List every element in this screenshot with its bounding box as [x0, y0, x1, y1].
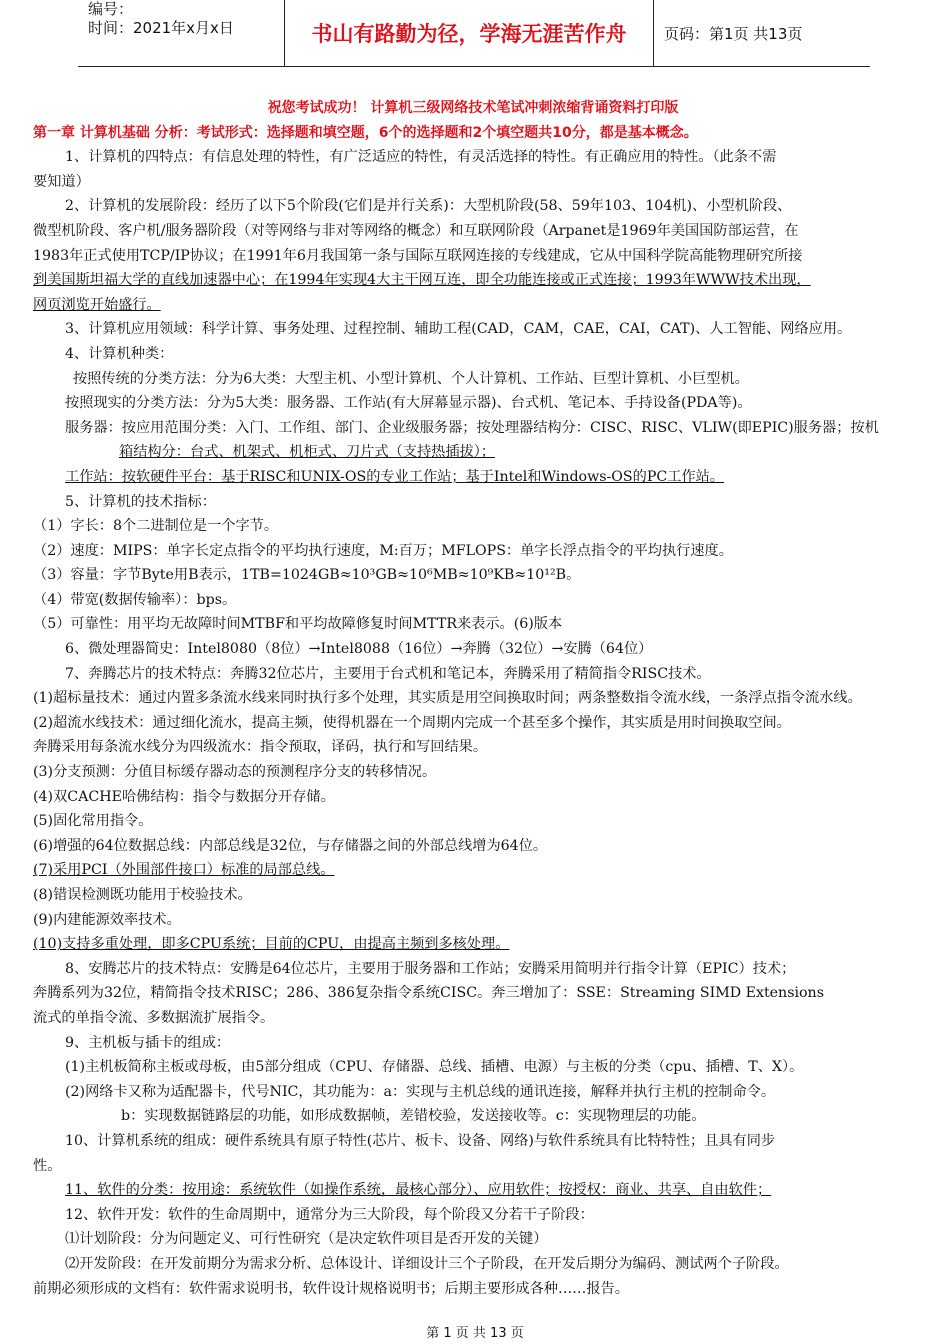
body-line: 3、计算机应用领域：科学计算、事务处理、过程控制、辅助工程(CAD，CAM，CAE，CAI，CAT)、人工智能、网络应用。	[65, 321, 852, 338]
body-lines	[33, 145, 913, 1301]
body-line: 10、计算机系统的组成：硬件系统具有原子特性(芯片、板卡、设备、网络)与软件系统具有比特特性；且具有同步	[65, 1132, 776, 1149]
body-line: 4、计算机种类：	[65, 345, 174, 362]
body-line: 6、微处理器简史：Intel8080（8位）→Intel8088（16位）→奔腾（32位）→安腾（64位）	[65, 641, 653, 658]
body-line: ⑴计划阶段：分为问题定义、可行性研究（是决定软件项目是否开发的关键）	[65, 1231, 548, 1248]
body-line: 到美国斯坦福大学的直线加速器中心；在1994年实现4大主干网互连，即全功能连接或正式连接；1993年WWW技术出现，	[33, 272, 811, 289]
body-line: (2)超流水线技术：通过细化流水，提高主频，使得机器在一个周期内完成一个甚至多个操作，其实质是用时间换取空间。	[33, 714, 791, 731]
body-line: （5）可靠性：用平均无故障时间MTBF和平均故障修复时间MTTR来表示。(6)版本	[33, 616, 563, 633]
body-line: 箱结构分：台式、机架式、机柜式、刀片式（支持热插拔）；	[119, 444, 495, 461]
document-header	[78, 0, 870, 67]
body-line: (6)增强的64位数据总线：内部总线是32位，与存储器之间的外部总线增为64位。	[33, 837, 548, 854]
body-line: (10)支持多重处理，即多CPU系统；目前的CPU，由提高主频到多核处理。	[33, 936, 510, 953]
body-line: 1、计算机的四特点：有信息处理的特性，有广泛适应的特性，有灵活选择的特性。有正确应用的特性。（此条不需	[65, 149, 777, 166]
body-line: 按照传统的分类方法：分为6大类：大型主机、小型计算机、个人计算机、工作站、巨型计算机、小巨型机。	[73, 370, 749, 387]
code-label: 编号：	[88, 0, 134, 18]
body-line: 1983年正式使用TCP/IP协议；在1991年6月我国第一条与国际互联网连接的专线建成，它从中国科学院高能物理研究所接	[33, 247, 803, 264]
body-line: 要知道）	[33, 173, 90, 190]
body-line: 9、主机板与插卡的组成：	[65, 1034, 231, 1051]
body-line: (9)内建能源效率技术。	[33, 911, 181, 928]
body-line: （3）容量：字节Byte用B表示，1TB=1024GB≈10³GB≈10⁶MB≈10⁹KB≈10¹²B。	[33, 567, 581, 584]
date-label: 时间：2021年x月x日	[88, 19, 234, 37]
document-title: 祝您考试成功！ 计算机三级网络技术笔试冲刺浓缩背诵资料打印版	[267, 100, 679, 116]
body-line: 服务器：按应用范围分类：入门、工作组、部门、企业级服务器；按处理器结构分：CISC、RISC、VLIW(即EPIC)服务器；按机	[65, 419, 879, 436]
document-body	[33, 96, 913, 1301]
body-line: (3)分支预测：分值目标缓存器动态的预测程序分支的转移情况。	[33, 764, 437, 781]
body-line: (1)超标量技术：通过内置多条流水线来同时执行多个处理，其实质是用空间换取时间；两条整数指令流水线，一条浮点指令流水线。	[33, 690, 862, 707]
header-meta	[78, 0, 285, 66]
body-line: 11、软件的分类：按用途：系统软件（如操作系统，最核心部分）、应用软件；按授权：商业、共享、自由软件；	[65, 1182, 772, 1199]
body-line: 8、安腾芯片的技术特点：安腾是64位芯片，主要用于服务器和工作站；安腾采用简明并行指令计算（EPIC）技术；	[65, 960, 796, 977]
body-line: 性。	[33, 1157, 62, 1174]
body-line: (1)主机板简称主板或母板，由5部分组成（CPU、存储器、总线、插槽、电源）与主板的分类（cpu、插槽、T、X）。	[65, 1059, 804, 1076]
body-line: 工作站：按软硬件平台：基于RISC和UNIX-OS的专业工作站；基于Intel和Windows-OS的PC工作站。	[65, 468, 724, 485]
body-line: 前期必须形成的文档有：软件需求说明书，软件设计规格说明书；后期主要形成各种……报告。	[33, 1280, 629, 1297]
body-line: ⑵开发阶段：在开发前期分为需求分析、总体设计、详细设计三个子阶段，在开发后期分为编码、测试两个子阶段。	[65, 1255, 789, 1272]
header-page-info: 页码：第1页 共13页	[664, 24, 803, 43]
body-line: 按照现实的分类方法：分为5大类：服务器、工作站(有大屏幕显示器)、台式机、笔记本、手持设备(PDA等)。	[65, 395, 752, 412]
body-line: （4）带宽(数据传输率）：bps。	[33, 591, 237, 608]
body-line: 奔腾采用每条流水线分为四级流水：指令预取，译码，执行和写回结果。	[33, 739, 488, 756]
body-line: 奔腾系列为32位，精简指令技术RISC；286、386复杂指令系统CISC。奔三增加了：SSE：Streaming SIMD Extensions	[33, 985, 824, 1002]
body-line: 2、计算机的发展阶段：经历了以下5个阶段(它们是并行关系)：大型机阶段(58、59年103、104机)、小型机阶段、	[65, 198, 792, 215]
body-line: (2)网络卡又称为适配器卡，代号NIC，其功能为：a：实现与主机总线的通讯连接，解释并执行主机的控制命令。	[65, 1083, 776, 1100]
page-footer: 第 1 页 共 13 页	[426, 1326, 524, 1341]
body-line: 12、软件开发：软件的生命周期中，通常分为三大阶段，每个阶段又分若干子阶段：	[65, 1206, 594, 1223]
chapter-heading: 第一章 计算机基础 分析：考试形式：选择题和填空题，6个的选择题和2个填空题共10分，都是基本概念。	[33, 124, 698, 141]
body-line: 网页浏览开始盛行。	[33, 296, 161, 313]
body-line: （2）速度：MIPS：单字长定点指令的平均执行速度，M:百万；MFLOPS：单字长浮点指令的平均执行速度。	[33, 542, 733, 559]
body-line: (8)错误检测既功能用于校验技术。	[33, 887, 252, 903]
body-line: 7、奔腾芯片的技术特点：奔腾32位芯片，主要用于台式机和笔记本，奔腾采用了精简指令RISC技术。	[65, 665, 711, 682]
body-line: 微型机阶段、客户机/服务器阶段（对等网络与非对等网络的概念）和互联网阶段（Arpanet是1969年美国国防部运营，在	[33, 222, 799, 239]
body-line: 流式的单指令流、多数据流扩展指令。	[33, 1009, 275, 1026]
body-line: 5、计算机的技术指标：	[65, 493, 216, 510]
header-motto: 书山有路勤为径，学海无涯苦作舟	[285, 0, 654, 66]
body-line: b：实现数据链路层的功能，如形成数据帧，差错校验，发送接收等。c：实现物理层的功能。	[121, 1108, 706, 1125]
body-line: (5)固化常用指令。	[33, 813, 153, 830]
body-line: （1）字长：8个二进制位是一个字节。	[33, 518, 279, 535]
body-line: (7)采用PCI（外围部件接口）标准的局部总线。	[33, 862, 335, 879]
body-line: (4)双CACHE哈佛结构：指令与数据分开存储。	[33, 788, 335, 805]
